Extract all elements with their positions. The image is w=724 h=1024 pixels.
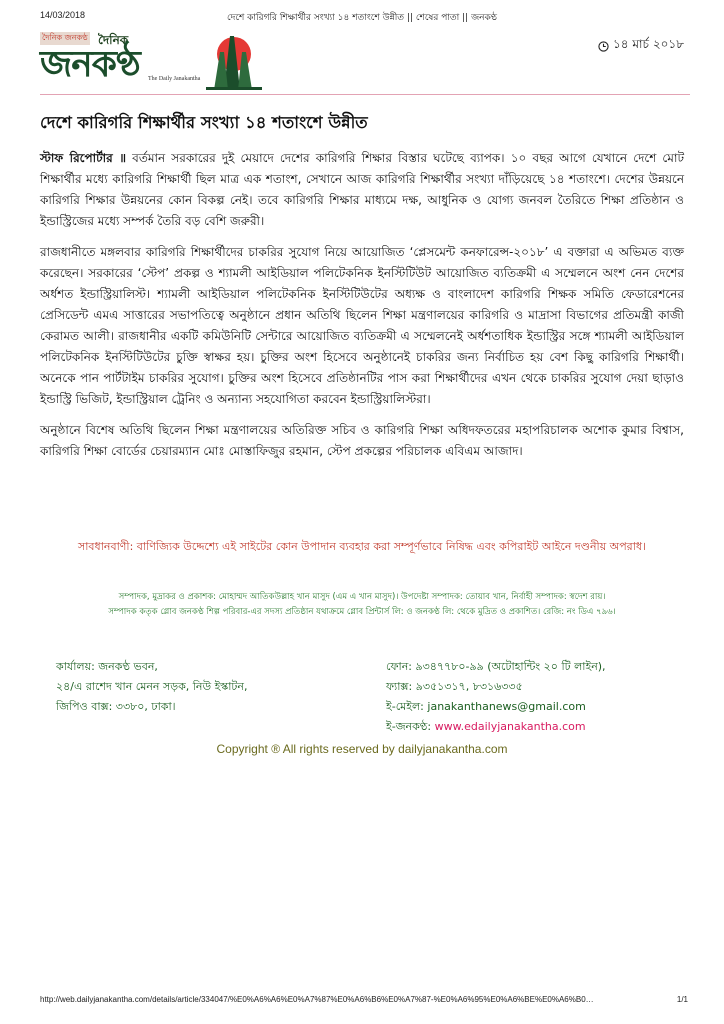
print-url: http://web.dailyjanakantha.com/details/article/334047/%E0%A6%A6%E0%A7%87%E0%A6%B6%E0%A7%87-%E0%A6%95%E0%A6%BE%E0%A6%B0…: [40, 995, 594, 1004]
article-paragraph-2: রাজধানীতে মঙ্গলবার কারিগরি শিক্ষার্থীদের চাকরির সুযোগ নিয়ে আয়োজিত ‘প্লেসমেন্ট কনফারেন্স-২০১৮’ এ বক্তারা এ অভিমত ব্যক্ত করেছেন। সরকারের ‘স্টেপ’ প্রকল্প ও শ্যামলী আইডিয়াল পলিটেকনিক ইনস্টিটিউট আয়োজিত ব্যতিক্রমী এ সম্মেলনে অংশ নেন দেশের অর্ধশত ইন্ডাস্ট্রিয়ালিস্ট। শ্যামলী আইডিয়াল পলিটেকনিক ইনস্টিটিউটের অধ্যক্ষ ও বাংলাদেশ কারিগরি শিক্ষক সমিতি ফেডারেশনের প্রেসিডেন্ট এমএ সাত্তারের সভাপতিত্বে অনুষ্ঠানে প্রধান অতিথি ছিলেন শিক্ষা মন্ত্রণালয়ের কারিগরি ও মাদ্রাসা বিভাগের প্রতিমন্ত্রী কাজী কেরামত আলী। রাজধানীর একটি কমিউনিটি সেন্টারে আয়োজিত ব্যতিক্রমী এ সম্মেলনেই অর্ধশতাধিক ইন্ডাস্ট্রির সঙ্গে শ্যামলী আইডিয়াল পলিটেকনিক ইনস্টিটিউটের চুক্তি স্বাক্ষর হয়। চুক্তির অংশ হিসেবে অনুষ্ঠানেই চাকরির জন্য নির্বাচিত হয় বেশ কিছু কারিগরি শিক্ষার্থী। অনেকে পান পার্টটাইম চাকরির সুযোগ। চুক্তির অংশ হিসেবে প্রতিষ্ঠানটির পাস করা শিক্ষার্থীদের এখন থেকে চাকরির সুযোগ দেয়া ছাড়াও ইন্ডাস্ট্রি ভিজিট, ইন্ডাস্ট্রিয়াল ট্রেনিং ও অন্যান্য সহযোগিতা করবেন ইন্ডাস্ট্রিয়ালিস্টরা।: [40, 245, 684, 406]
logo-daily-text: দৈনিক: [98, 33, 129, 47]
copyright-notice: Copyright ® All rights reserved by dailyjanakantha.com: [216, 742, 508, 756]
web-line: [386, 717, 676, 737]
monument-sun-icon: [200, 32, 264, 90]
header-divider: [40, 94, 690, 95]
article-headline: দেশে কারিগরি শিক্ষার্থীর সংখ্যা ১৪ শতাংশে উন্নীত: [40, 113, 368, 132]
print-date: 14/03/2018: [40, 10, 86, 20]
print-title: দেশে কারিগরি শিক্ষার্থীর সংখ্যা ১৪ শতাংশে উন্নীত || শেষের পাতা || জনকণ্ঠ: [226, 13, 498, 23]
office-line-3: জিপিও বাক্স: ৩৩৮০, ঢাকা।: [56, 700, 176, 713]
fax-line: ফ্যাক্স: ৯৩৫১৩১৭, ৮৩১৬৩৩৫: [386, 680, 523, 693]
email-link[interactable]: janakanthanews@gmail.com: [427, 700, 586, 713]
byline: স্টাফ রিপোর্টার ॥: [40, 151, 127, 165]
email-label: ই-মেইল:: [386, 700, 424, 713]
clock-icon: [598, 41, 609, 52]
article-body: [40, 148, 684, 472]
article-paragraph-3: অনুষ্ঠানে বিশেষ অতিথি ছিলেন শিক্ষা মন্ত্রণালয়ের অতিরিক্ত সচিব ও কারিগরি শিক্ষা অধিদফতরের মহাপরিচালক অশোক কুমার বিশ্বাস, কারিগরি শিক্ষা বোর্ডের চেয়ারম্যান মোঃ মোস্তাফিজুর রহমান, স্টেপ প্রকল্পের পরিচালক এবিএম আজাদ।: [40, 423, 684, 458]
logo-small-badge: দৈনিক জনকণ্ঠ: [40, 32, 90, 45]
janakantha-logo[interactable]: [40, 32, 270, 90]
logo-name: জনকণ্ঠ: [40, 43, 140, 85]
article-paragraph-1: [40, 148, 684, 232]
credits-line-1: সম্পাদক, মুদ্রাকর ও প্রকাশক: মোহাম্মদ আতিকউল্লাহ খান মাসুদ (এম এ খান মাসুদ)। উপদেষ্টা সম্পাদক: তোয়াব খান, নির্বাহী সম্পাদক: স্বদেশ রায়।: [118, 592, 606, 602]
logo-subtitle: The Daily Janakantha: [148, 76, 201, 82]
office-line-1: কার্যালয়: জনকণ্ঠ ভবন,: [56, 660, 158, 673]
contact-block: [56, 657, 668, 735]
copyright-warning: সাবধানবাণী: বাণিজ্যিক উদ্দেশ্যে এই সাইটের কোন উপাদান ব্যবহার করা সম্পূর্ণভাবে নিষিদ্ধ এবং কপিরাইট আইনে দণ্ডনীয় অপরাধ।: [77, 540, 647, 553]
contact-details: [386, 657, 676, 737]
masthead: [40, 32, 690, 94]
office-line-2: ২৪/এ রাশেদ খান মেনন সড়ক, নিউ ইস্কাটন,: [56, 680, 248, 693]
web-label: ই-জনকণ্ঠ:: [386, 720, 432, 733]
editorial-credits: [56, 590, 668, 620]
phone-line: ফোন: ৯৩৪৭৭৮০-৯৯ (অটোহান্টিং ২০ টি লাইন),: [386, 660, 606, 673]
paragraph-1-text: বর্তমান সরকারের দুই মেয়াদে দেশের কারিগরি শিক্ষার বিস্তার ঘটেছে ব্যাপক। ১০ বছর আগে যেখানে দেশে মোট শিক্ষার্থীর মধ্যে কারিগরি শিক্ষার্থী ছিল মাত্র এক শতাংশ, সেখানে আজ কারিগরি শিক্ষার্থীর সংখ্যা দাঁড়িয়েছে ১৪ শতাংশে। দেশের উন্নয়নে কারিগরি শিক্ষার উন্নয়নের কোন বিকল্প নেই। তবে কারিগরি শিক্ষার মাধ্যমে দক্ষ, আধুনিক ও যোগ্য জনবল তৈরিতে শিক্ষা প্রতিষ্ঠান ও ইন্ডাস্ট্রিজের মধ্যে সম্পর্ক তৈরি বড় বেশি জরুরী।: [40, 151, 684, 228]
edition-date-text: ১৪ মার্চ ২০১৮: [613, 37, 684, 51]
office-address: [56, 657, 356, 717]
print-page-number: 1/1: [676, 995, 688, 1004]
print-footer: [0, 995, 724, 1009]
credits-line-2: সম্পাদক কতৃক গ্লোব জনকণ্ঠ শিল্প পরিবার-এর সদস্য প্রতিষ্ঠান যথাক্রমে গ্লোব প্রিন্টার্স লি: ও জনকণ্ঠ লি: থেকে মুদ্রিত ও প্রকাশিত। রেজি: নং ডিএ ৭৯৬।: [108, 607, 616, 617]
edition-date: [598, 36, 684, 56]
email-line: [386, 697, 676, 717]
edition-link[interactable]: www.edailyjanakantha.com: [434, 720, 586, 733]
print-header: [0, 10, 724, 24]
